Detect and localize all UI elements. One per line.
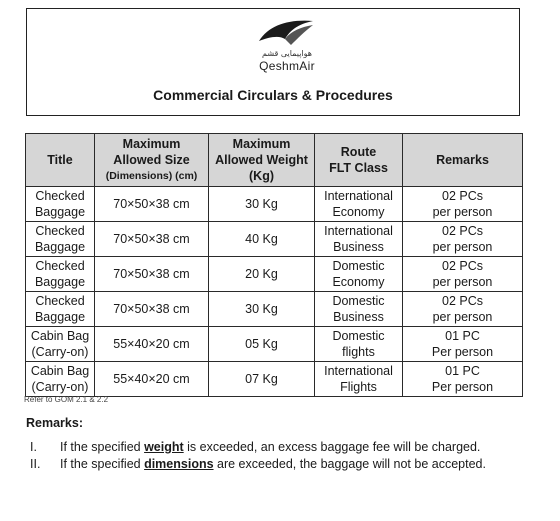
page-title: Commercial Circulars & Procedures <box>153 87 393 103</box>
cell-route: International Flights <box>315 362 403 397</box>
cell-size: 55×40×20 cm <box>95 327 209 362</box>
logo-persian-text: هواپیمایی قشم <box>262 49 312 58</box>
cell-title: Checked Baggage <box>26 222 95 257</box>
cell-size: 70×50×38 cm <box>95 257 209 292</box>
header-title: Title <box>26 134 95 187</box>
cell-weight: 05 Kg <box>209 327 315 362</box>
remark-item: I. If the specified weight is exceeded, an excess baggage fee will be charged. <box>30 440 481 454</box>
cell-remarks: 01 PC Per person <box>403 327 523 362</box>
cell-size: 55×40×20 cm <box>95 362 209 397</box>
document-header <box>26 8 520 116</box>
table-row <box>26 187 523 222</box>
header-route: Route FLT Class <box>315 134 403 187</box>
cell-size: 70×50×38 cm <box>95 187 209 222</box>
cell-size: 70×50×38 cm <box>95 222 209 257</box>
cell-weight: 20 Kg <box>209 257 315 292</box>
cell-route: Domestic Business <box>315 292 403 327</box>
bird-logo-icon <box>255 15 319 49</box>
cell-title: Cabin Bag (Carry-on) <box>26 362 95 397</box>
table-row <box>26 222 523 257</box>
cell-weight: 40 Kg <box>209 222 315 257</box>
cell-remarks: 02 PCs per person <box>403 257 523 292</box>
baggage-allowance-table <box>25 133 523 397</box>
header-remarks: Remarks <box>403 134 523 187</box>
cell-remarks: 01 PC Per person <box>403 362 523 397</box>
table-row <box>26 292 523 327</box>
cell-title: Checked Baggage <box>26 257 95 292</box>
cell-weight: 07 Kg <box>209 362 315 397</box>
cell-route: Domestic Economy <box>315 257 403 292</box>
header-size: Maximum Allowed Size (Dimensions) (cm) <box>95 134 209 187</box>
cell-weight: 30 Kg <box>209 292 315 327</box>
table-header-row <box>26 134 523 187</box>
table-row <box>26 257 523 292</box>
logo-english-text: QeshmAir <box>259 59 315 73</box>
qeshm-air-logo <box>237 15 337 85</box>
header-weight: Maximum Allowed Weight (Kg) <box>209 134 315 187</box>
cell-remarks: 02 PCs per person <box>403 222 523 257</box>
cell-route: International Business <box>315 222 403 257</box>
cell-title: Cabin Bag (Carry-on) <box>26 327 95 362</box>
refer-note: Refer to GOM 2.1 & 2.2 <box>24 395 109 404</box>
table-row <box>26 327 523 362</box>
cell-weight: 30 Kg <box>209 187 315 222</box>
cell-title: Checked Baggage <box>26 187 95 222</box>
cell-route: International Economy <box>315 187 403 222</box>
cell-remarks: 02 PCs per person <box>403 187 523 222</box>
cell-remarks: 02 PCs per person <box>403 292 523 327</box>
cell-title: Checked Baggage <box>26 292 95 327</box>
remark-item: II. If the specified dimensions are exceeded, the baggage will not be accepted. <box>30 457 486 471</box>
table-row <box>26 362 523 397</box>
remarks-title: Remarks: <box>26 416 83 430</box>
cell-route: Domestic flights <box>315 327 403 362</box>
cell-size: 70×50×38 cm <box>95 292 209 327</box>
